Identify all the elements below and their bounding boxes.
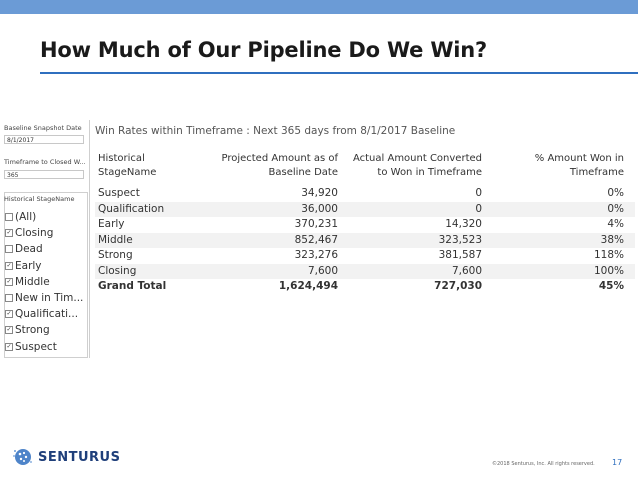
cell-actual: 323,523 bbox=[438, 233, 482, 246]
slide-top-bar bbox=[0, 0, 638, 14]
header-actual: Actual Amount Converted to Won in Timeframe bbox=[352, 153, 482, 178]
cell-pct: 0% bbox=[607, 187, 624, 199]
stage-filter-item[interactable] bbox=[5, 322, 83, 338]
worksheet-title: Win Rates within Timeframe : Next 365 days from 8/1/2017 Baseline bbox=[95, 125, 456, 137]
cell-pct: 0% bbox=[607, 202, 624, 215]
timeframe-input[interactable]: 365 bbox=[4, 170, 84, 179]
cell-stage: Early bbox=[98, 218, 125, 230]
checkbox-empty-icon[interactable] bbox=[5, 294, 13, 302]
checkbox-checked-icon[interactable]: ✓ bbox=[6, 310, 12, 318]
cell-projected: 323,276 bbox=[294, 249, 338, 261]
cell-pct: 45% bbox=[598, 280, 624, 292]
logo-text: SENTURUS bbox=[38, 449, 121, 465]
table-row bbox=[95, 233, 635, 249]
cell-actual: 0 bbox=[475, 187, 482, 199]
cell-pct: 4% bbox=[607, 218, 624, 230]
stage-filter-item[interactable] bbox=[5, 306, 83, 322]
cell-actual: 7,600 bbox=[451, 264, 482, 277]
cell-projected: 7,600 bbox=[307, 264, 338, 277]
stage-filter-list bbox=[5, 209, 83, 355]
table-row bbox=[95, 202, 635, 218]
table-row bbox=[95, 248, 635, 264]
stage-filter-item[interactable] bbox=[5, 274, 83, 290]
table-row bbox=[95, 264, 635, 280]
stage-filter-label-text: Closing bbox=[15, 227, 54, 240]
cell-projected: 34,920 bbox=[301, 187, 338, 199]
checkbox-checked-icon[interactable]: ✓ bbox=[6, 326, 12, 334]
checkbox-checked-icon[interactable]: ✓ bbox=[6, 342, 12, 350]
cell-stage: Qualification bbox=[98, 202, 165, 215]
header-pct: % Amount Won in Timeframe bbox=[534, 153, 624, 178]
stage-filter-item[interactable] bbox=[5, 258, 83, 274]
cell-stage: Closing bbox=[98, 264, 137, 277]
stage-filter-item[interactable] bbox=[5, 339, 83, 355]
cell-pct: 38% bbox=[600, 233, 624, 246]
cell-actual: 0 bbox=[475, 202, 482, 215]
cell-projected: 852,467 bbox=[294, 233, 338, 246]
senturus-logo bbox=[12, 447, 120, 467]
stage-filter-item[interactable] bbox=[5, 290, 83, 306]
cell-pct: 118% bbox=[593, 249, 624, 261]
page-number: 17 bbox=[612, 458, 623, 467]
checkbox-checked-icon[interactable]: ✓ bbox=[6, 277, 12, 285]
stage-filter-label-text: Strong bbox=[15, 324, 50, 337]
stage-filter-label-text: Dead bbox=[15, 243, 43, 256]
table-row bbox=[95, 217, 635, 233]
stage-filter-label-text: Early bbox=[15, 259, 42, 272]
stage-filter-item[interactable] bbox=[5, 241, 83, 257]
stage-filter-label-text: Suspect bbox=[15, 340, 57, 353]
cell-actual: 14,320 bbox=[445, 218, 482, 230]
stage-filter-label-text: Middle bbox=[15, 275, 50, 288]
stage-filter-label: Historical StageName bbox=[4, 195, 75, 203]
cell-stage: Middle bbox=[98, 233, 133, 246]
stage-filter-item[interactable] bbox=[5, 225, 83, 241]
checkbox-empty-icon[interactable] bbox=[5, 213, 13, 221]
cell-projected: 1,624,494 bbox=[278, 280, 338, 292]
checkbox-checked-icon[interactable]: ✓ bbox=[6, 229, 12, 237]
slide-title: How Much of Our Pipeline Do We Win? bbox=[40, 38, 488, 62]
cell-pct: 100% bbox=[593, 264, 624, 277]
copyright-text: ©2018 Senturus, Inc. All rights reserved. bbox=[492, 461, 595, 467]
cell-projected: 36,000 bbox=[301, 202, 338, 215]
header-projected: Projected Amount as of Baseline Date bbox=[221, 153, 338, 178]
cell-stage: Strong bbox=[98, 249, 133, 261]
header-stage: Historical StageName bbox=[98, 153, 157, 178]
cell-stage: Suspect bbox=[98, 187, 140, 199]
globe-logo-icon bbox=[12, 447, 34, 467]
baseline-date-input[interactable]: 8/1/2017 bbox=[4, 135, 84, 144]
table-row bbox=[95, 186, 635, 202]
stage-filter-label-text: Qualificati... bbox=[15, 308, 79, 321]
baseline-filter-label: Baseline Snapshot Date bbox=[4, 124, 82, 132]
cell-actual: 381,587 bbox=[438, 249, 482, 261]
title-underline bbox=[40, 72, 638, 74]
timeframe-filter-label: Timeframe to Closed W... bbox=[4, 158, 86, 166]
stage-filter-label-text: (All) bbox=[15, 211, 37, 224]
grand-total-row bbox=[95, 279, 635, 295]
stage-filter-item[interactable] bbox=[5, 209, 83, 225]
cell-stage: Grand Total bbox=[98, 280, 167, 292]
cell-projected: 370,231 bbox=[294, 218, 338, 230]
checkbox-checked-icon[interactable]: ✓ bbox=[6, 261, 12, 269]
cell-actual: 727,030 bbox=[434, 280, 482, 292]
checkbox-empty-icon[interactable] bbox=[5, 245, 13, 253]
stage-filter-label-text: New in Tim... bbox=[15, 292, 84, 305]
